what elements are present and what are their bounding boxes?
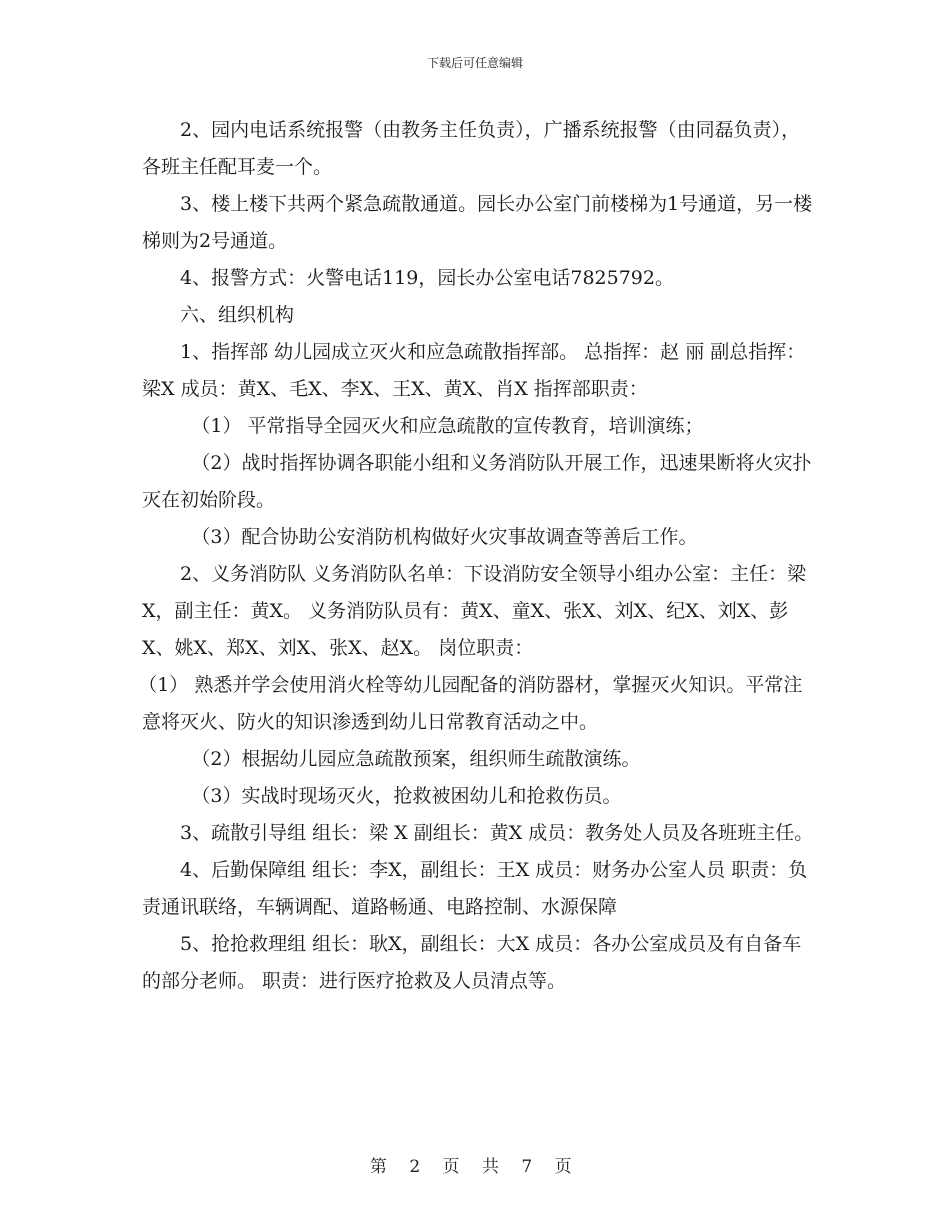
paragraph-command-duty-2: （2）战时指挥协调各职能小组和义务消防队开展工作，迅速果断将火灾扑灭在初始阶段。 bbox=[142, 452, 812, 511]
paragraph-evacuation-routes: 3、楼上楼下共两个紧急疏散通道。园长办公室门前楼梯为1号通道，另一楼梯则为2号通道。 bbox=[142, 193, 813, 252]
paragraph-brigade-duty-1: （1） 熟悉并学会使用消火栓等幼儿园配备的消防器材，掌握灭火知识。平常注意将灭火、防火的知识渗透到幼儿日常教育活动之中。 bbox=[138, 674, 803, 733]
paragraph-phone-alarm: 2、园内电话系统报警（由教务主任负责），广播系统报警（由同磊负责），各班主任配耳麦一个。 bbox=[142, 119, 801, 178]
paragraph-alarm-method: 4、报警方式：火警电话119，园长办公室电话7825792。 bbox=[180, 267, 674, 289]
section-heading-organization: 六、组织机构 bbox=[180, 304, 295, 326]
paragraph-rescue-group: 5、抢抢救理组 组长：耿X，副组长：大X 成员：各办公室成员及有自备车的部分老师。 职责：进行医疗抢救及人员清点等。 bbox=[142, 933, 802, 992]
paragraph-brigade-duty-2: （2）根据幼儿园应急疏散预案，组织师生疏散演练。 bbox=[191, 748, 641, 770]
paragraph-command-center: 1、指挥部 幼儿园成立灭火和应急疏散指挥部。 总指挥：赵 丽 副总指挥：梁X 成员：黄X、毛X、李X、王X、黄X、肖X 指挥部职责： bbox=[142, 341, 806, 400]
paragraph-logistics-group: 4、后勤保障组 组长：李X，副组长：王X 成员：财务办公室人员 职责：负责通讯联络，车辆调配、道路畅通、电路控制、水源保障 bbox=[142, 859, 808, 918]
page-number-footer: 第 2 页 共 7 页 bbox=[369, 1157, 581, 1177]
paragraph-brigade-duty-3: （3）实战时现场灭火，抢救被困幼儿和抢救伤员。 bbox=[191, 785, 622, 807]
paragraph-command-duty-3: （3）配合协助公安消防机构做好火灾事故调查等善后工作。 bbox=[191, 526, 698, 548]
paragraph-evacuation-group: 3、疏散引导组 组长：梁 X 副组长：黄X 成员：教务处人员及各班班主任。 bbox=[180, 822, 814, 844]
paragraph-command-duty-1: （1） 平常指导全园灭火和应急疏散的宣传教育，培训演练； bbox=[191, 415, 704, 437]
page-header: 下载后可任意编辑 bbox=[426, 56, 523, 70]
document-body bbox=[138, 112, 818, 1000]
paragraph-fire-brigade: 2、义务消防队 义务消防队名单：下设消防安全领导小组办公室：主任：梁X，副主任：黄X。 义务消防队员有：黄X、童X、张X、刘X、纪X、刘X、彭 X、姚X、郑X、刘X、张X、赵X。 岗位职责： bbox=[142, 563, 807, 659]
